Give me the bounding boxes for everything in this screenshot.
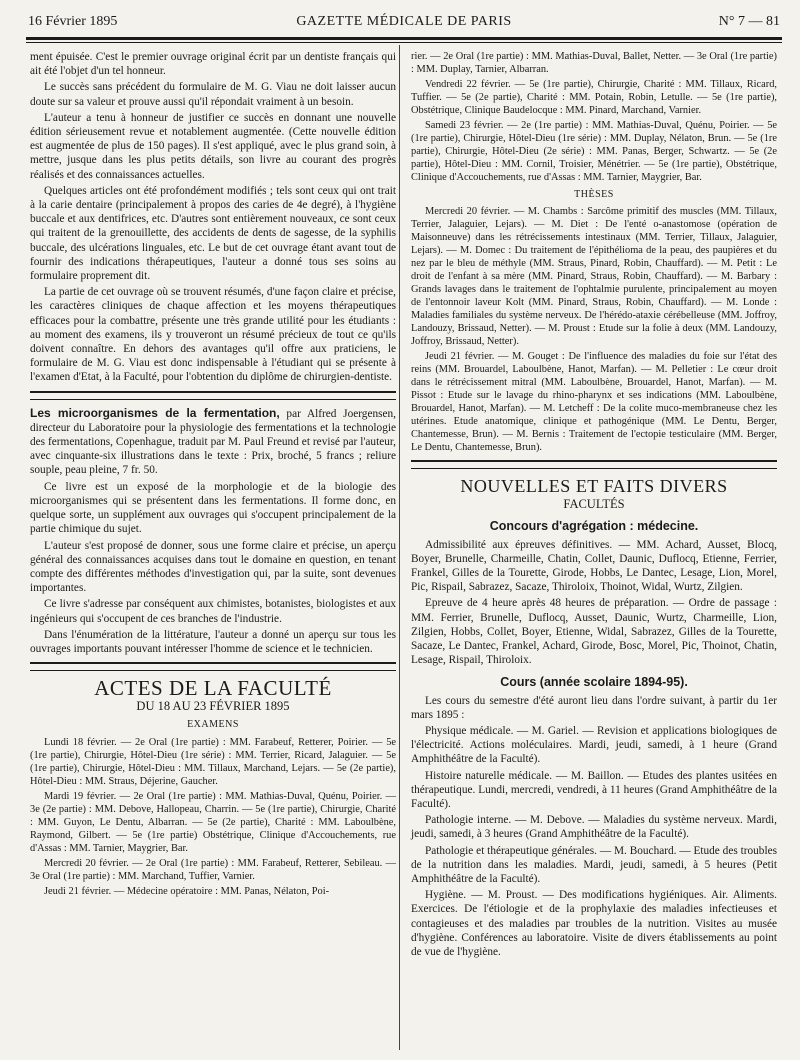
exam-entry: Mardi 19 février. — 2e Oral (1re partie) : MM. Mathias-Duval, Quénu, Poirier. — 3e (2e partie) : MM. Debove, Hallopeau, Charrin. — 5e (1re partie), Chirurgie, Charité : MM. Guyon, Le Dentu, Albarran. — 5e (2e partie), Charité : MM. Laboulbène, Raymond, Gilbert. — 5e (1re partie) Obstétrique, Clinique d'Accouchements, rue d'Assas : MM. Tarnier, Maygrier, Bar.: [30, 790, 396, 854]
header-rule-thin: [26, 42, 782, 43]
course-entry: Pathologie interne. — M. Debove. — Maladies du système nerveux. Mardi, jeudi, samedi, à 3 heures (Grand Amphithéâtre de la Faculté).: [411, 814, 777, 841]
paragraph: ment épuisée. C'est le premier ouvrage original écrit par un dentiste français qui ait été l'objet d'un tel honneur.: [30, 51, 396, 78]
paragraph: Ce livre s'adresse par conséquent aux chimistes, botanistes, biologistes et aux ingénieurs qui s'occupent de ces branches de l'industrie.: [30, 598, 396, 625]
course-entry: Pathologie et thérapeutique générales. — M. Bouchard. — Etude des troubles de la nutrition dans les maladies. Mardi, jeudi, samedi, à 5 heures (Petit Amphithéâtre de la Faculté).: [411, 844, 777, 886]
subsection-heading: Cours (année scolaire 1894-95).: [500, 675, 688, 690]
paragraph: Les cours du semestre d'été auront lieu dans l'ordre suivant, à partir du 1er mars 1895 :: [411, 694, 777, 721]
paragraph: Epreuve de 4 heure après 48 heures de préparation. — Ordre de passage : MM. Ferrier, Brunelle, Duflocq, Ausset, Daunic, Wurtz, Charmeille, Lion, Zilgien, Hobbs, Collet, Boyer, Etienne, Widal, Sabrazez, Gilles de la Tourette, Sacaze, Le Dantec, Frankel, Achard, Girode, Bosc, Morel, Pic, Thoinot, Chatin, Lesage, Rispail, Thiroloix.: [411, 597, 777, 667]
course-entry: Histoire naturelle médicale. — M. Baillon. — Etudes des plantes usitées en thérapeutique. Lundi, mercredi, vendredi, à 11 heures (Grand Amphithéâtre de la Faculté).: [411, 769, 777, 811]
paragraph: L'auteur a tenu à honneur de justifier ce succès en donnant une nouvelle édition sérieusement revue et notablement augmentée. (Cette nouvelle édition est augmentée de plus de 150 pages). Il s'est appliqué, avec le plus grand soin, à mettre, jusque dans les plus petits détails, son livre au courant des progrès réalisés et des connaissances actuelles.: [30, 111, 396, 181]
paragraph: Admissibilité aux épreuves définitives. — MM. Achard, Ausset, Blocq, Boyer, Brunelle, Charmeille, Chatin, Collet, Daunic, Duflocq, Etienne, Ferrier, Frankel, Gilles de la Tourette, Girode, Hobbs, Le Dantec, Lesage, Lion, Morel, Pic, Rispail, Sabrazez, Sacaze, Thiroloix, Thoinot, Widal, Wurtz, Zilgien.: [411, 538, 777, 594]
column-divider: [399, 45, 400, 1050]
course-entry: Hygiène. — M. Proust. — Des modifications hygiéniques. Air. Aliments. Exercices. De l'étiologie et de la prophylaxie des maladies infectieuses et contagieuses et des maladies par troubles de la nutrition. Visites au musée d'hygiène. Conférences au laboratoire. Visite de divers établissements au point de vue de l'hygiène.: [411, 889, 777, 959]
left-column: [30, 50, 396, 900]
paragraph: Quelques articles ont été profondément modifiés ; tels sont ceux qui ont trait à la carie dentaire (principalement à propos des caries de 4e degré), à l'hygiène buccale et aux dentifrices, etc. D'autres sont entièrement nouveaux, ce sont ceux qui traitent de la grenouillette, des accidents de dents de sagesse, de la syphilis buccale, des ulcérations linguales, etc. Le but de cet ouvrage étant avant tout de fournir des indications thérapeutiques, l'auteur a donné tous ses soins au formulaire proprement dit.: [30, 184, 396, 283]
book-review-heading: [30, 406, 396, 478]
paragraph: Dans l'énumération de la littérature, l'auteur a donné un aperçu sur tous les ouvrages importants pouvant intéresser l'homme de science et le technicien.: [30, 628, 396, 655]
section-title: NOUVELLES ET FAITS DIVERS: [460, 476, 728, 496]
exam-entry: Lundi 18 février. — 2e Oral (1re partie) : MM. Farabeuf, Retterer, Poirier. — 5e (1re partie), Chirurgie, Hôtel-Dieu (1re série) : MM. Terrier, Ricard, Jalaguier. — 5e (1re partie), Chirurgie, Hôtel-Dieu : MM. Tillaux, Marchand, Lejars. — 5e (2e partie), Hôtel-Dieu : MM. Straus, Déjerine, Gaucher.: [30, 736, 396, 787]
thesis-entry: Mercredi 20 février. — M. Chambs : Sarcôme primitif des muscles (MM. Tillaux, Terrier, Jalaguier, Lejars). — M. Diet : De l'enté o-anastomose (opération de Maisonneuve) dans les rétrécissements intestinaux (MM. Terrier, Tillaux, Jalaguier, Lejars). — M. Domec : Du traitement de l'épithélioma de la peau, des paupières et du nez par le bleu de méthyle (MM. Straus, Pinard, Robin, Chauffard). — M. Petit : Le droit de l'enfant à sa mère (MM. Pinard, Straus, Robin, Chauffard). — M. Barbary : Grands lavages dans le traitement de l'ophtalmie purulente, principalement au moyen de l'entonnoir laveur Kolt (MM. Pinard, Straus, Robin, Chauffard). — M. Londe : Maladies familiales du système nerveux. De l'hérédo-ataxie cérébelleuse (MM. Joffroy, Landouzy, Brissaud, Netter). — M. Proust : Etude sur la folie à deux (MM. Landouzy, Joffroy, Brissaud, Netter).: [411, 206, 777, 347]
journal-title: GAZETTE MÉDICALE DE PARIS: [296, 14, 512, 29]
book-title: Les microorganismes de la fermentation,: [30, 405, 280, 420]
exam-entry: Jeudi 21 février. — Médecine opératoire : MM. Panas, Nélaton, Poi-: [44, 885, 330, 897]
right-column: [411, 50, 777, 961]
section-divider: [30, 662, 396, 671]
page-number: N° 7 — 81: [718, 14, 780, 29]
subsection-label: THÈSES: [574, 189, 614, 200]
exam-entry: Samedi 23 février. — 2e (1re partie) : MM. Mathias-Duval, Quénu, Poirier. — 5e (1re partie), Chirurgie, Hôtel-Dieu (1re série) : MM. Duplay, Nélaton, Brun. — 5e (1re partie), Chirurgie, Hôtel-Dieu (2e série) : MM. Panas, Berger, Schwartz. — 5e (2e partie), Hôtel-Dieu : MM. Cornil, Troisier, Ménétrier. — 5e (1re partie), Obstétrique, Clinique d'Accouchements, rue d'Assas : MM. Tarnier, Maygrier, Bar.: [411, 120, 777, 183]
subsection-label: EXAMENS: [187, 718, 239, 730]
exam-entry: Vendredi 22 février. — 5e (1re partie), Chirurgie, Charité : MM. Tillaux, Ricard, Tuffier. — 5e (2e partie), Charité : MM. Potain, Robin, Letulle. — 5e (1re partie), Obstétrique, Clinique Baudelocque : MM. Pinard, Marchand, Varnier.: [411, 79, 777, 116]
page-header: [28, 14, 780, 32]
section-divider: [30, 391, 396, 400]
paragraph: Le succès sans précédent du formulaire de M. G. Viau ne doit laisser aucun doute sur sa valeur et prouve aussi qu'il répondait vraiment à un besoin.: [30, 81, 396, 108]
section-subtitle: DU 18 AU 23 FÉVRIER 1895: [136, 699, 290, 714]
section-divider: [411, 460, 777, 469]
paragraph: Ce livre est un exposé de la morphologie et de la biologie des microorganismes qui se présentent dans les fermentations. Il forme donc, en quelque sorte, un supplément aux ouvrages qui s'occupent principalement de la partie chimique du sujet.: [30, 480, 396, 536]
header-rule: [26, 37, 782, 40]
section-subtitle: FACULTÉS: [563, 497, 625, 512]
paragraph: La partie de cet ouvrage où se trouvent résumés, d'une façon claire et précise, les caractères cliniques de chaque affection et les moyens thérapeutiques efficaces pour la combattre, présente une très grande utilité pour les étudiants : au moment des examens, ils y trouveront un résumé précieux de tout ce qu'ils doivent connaître. En dehors des avantages qu'il offre aux praticiens, le formulaire de M. G. Viau est donc indispensable à l'étudiant qui se présente à l'examen d'Etat, à la Faculté, pour l'obtention du diplôme de chirurgien-dentiste.: [30, 286, 396, 384]
exam-entry: Mercredi 20 février. — 2e Oral (1re partie) : MM. Farabeuf, Retterer, Sebileau. — 3e Oral (1re partie) : MM. Marchand, Tuffier, Varnier.: [30, 857, 396, 882]
header-date: 16 Février 1895: [28, 14, 118, 29]
section-title: ACTES DE LA FACULTÉ: [94, 676, 332, 701]
thesis-entry: Jeudi 21 février. — M. Gouget : De l'influence des maladies du foie sur l'état des reins (MM. Brouardel, Laboulbène, Hanot, Marfan). — M. Pelletier : Le cœur droit dans le rétrécissement mitral (MM. Laboulbène, Brouardel, Hanot, Marfan). — M. Pissot : Etude sur le lavage du rhino-pharynx et ses indications (MM. Laboulbène, Brouardel, Hanot, Marfan). — M. Letcheff : De la colite muco-membraneuse chez les utérines. Etude anatomique, clinique et pathogénique (MM. Le Dentu, Berger, Chantemesse, Brun). — M. Bernis : Traitement de l'ectopie testiculaire (MM. Berger, Le Dentu, Chantemesse, Brun).: [411, 351, 777, 453]
exam-entry: rier. — 2e Oral (1re partie) : MM. Mathias-Duval, Ballet, Netter. — 3e Oral (1re partie) : MM. Duplay, Tarnier, Albarran.: [411, 51, 777, 75]
paragraph: L'auteur s'est proposé de donner, sous une forme claire et précise, un aperçu général des connaissances acquises dans tout le domaine en question, en tenant compte des différentes méthodes d'investigation qui, par la suite, sont devenues importantes.: [30, 539, 396, 595]
book-details: par Alfred Joergensen, directeur du Laboratoire pour la physiologie des fermentations et la technologie des fermentations, Copenhague, traduit par M. Paul Freund et revisé par l'auteur, avec cinquante-six illustrations dans le texte : Prix, broché, 5 francs ; reliure souple, peau pleine, 7 fr. 50.: [30, 407, 396, 477]
course-entry: Physique médicale. — M. Gariel. — Revision et applications biologiques de l'électricité. Actions moléculaires. Mardi, jeudi, samedi, à 1 heure (Grand Amphithéâtre de la Faculté).: [411, 725, 777, 766]
subsection-heading: Concours d'agrégation : médecine.: [489, 519, 699, 534]
